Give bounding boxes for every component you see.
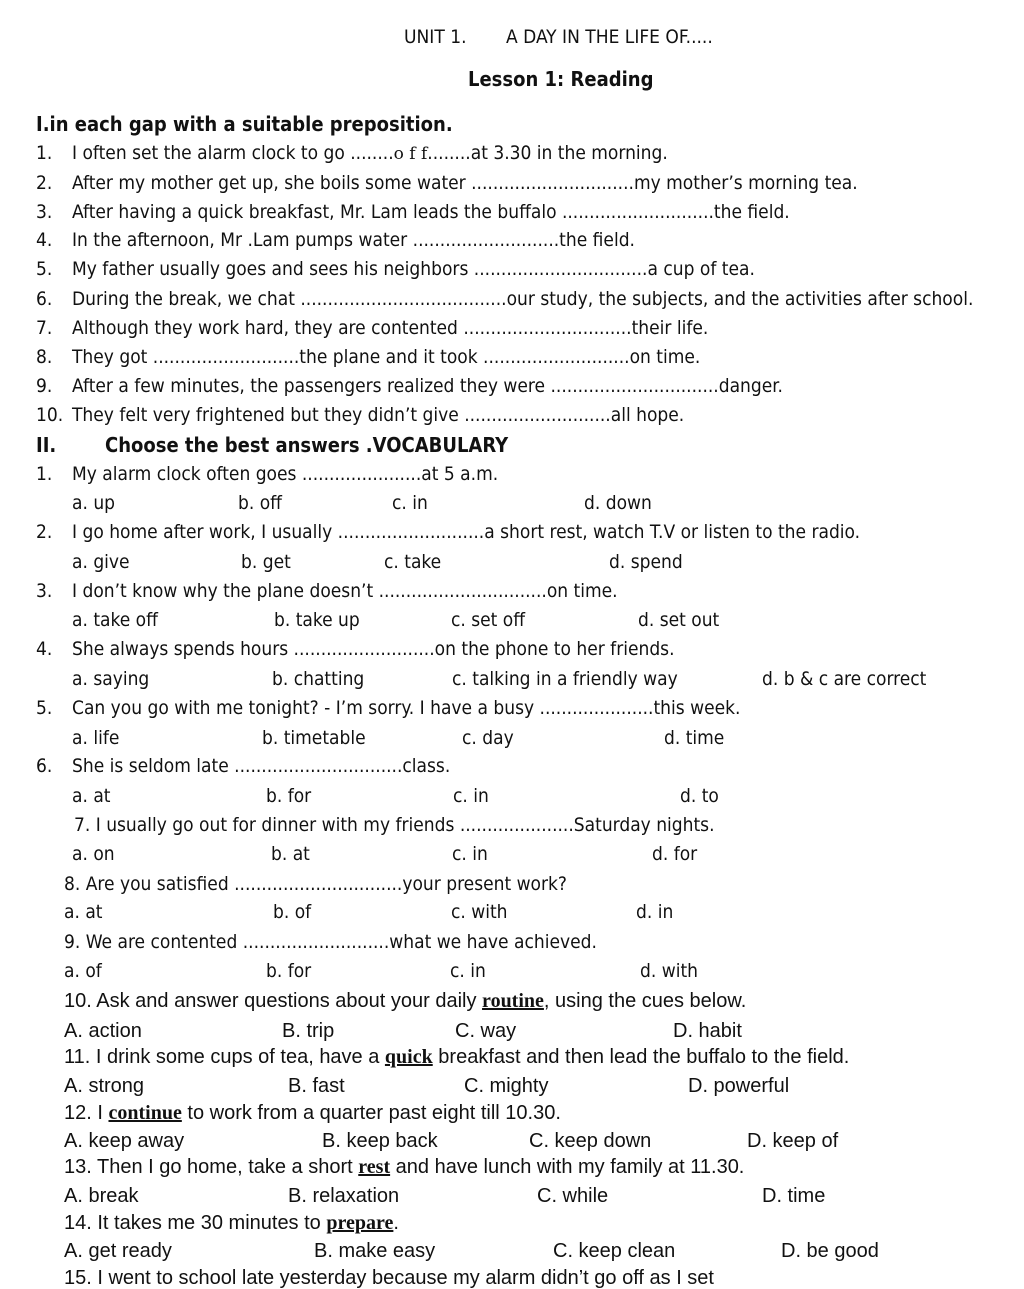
s2-q5-text: Can you go with me tonight? - I’m sorry. I have a busy .....................this week. <box>72 697 741 719</box>
s2-q2-option-d: d. spend <box>609 551 683 573</box>
s2-q10-text <box>64 991 746 1011</box>
s2-q2-option-c: c. take <box>384 551 442 573</box>
s1-q4-number: 4. <box>36 229 53 251</box>
s2-q5-option-a: a. life <box>72 727 120 749</box>
s2-q11-text-pre: 11. I drink some cups of tea, have a <box>64 1046 385 1068</box>
s2-q3-option-d: d. set out <box>638 609 720 631</box>
s2-q1-option-d: d. down <box>584 492 652 514</box>
s2-q11-keyword: quick <box>384 1046 433 1068</box>
s2-q3-number: 3. <box>36 580 53 602</box>
s2-q13-option-c: C. while <box>537 1185 609 1207</box>
s2-q13-option-b: B. relaxation <box>288 1185 400 1207</box>
s2-q4-text: She always spends hours ..........................on the phone to her friends. <box>72 638 675 660</box>
s2-q12-text-pre: 12. I <box>64 1102 109 1124</box>
s2-q13-option-d: D. time <box>762 1185 826 1207</box>
s1-q7-text: Although they work hard, they are contented ...............................their life. <box>72 317 709 339</box>
s2-q14-option-b: B. make easy <box>314 1240 436 1262</box>
s2-q10-text-post: , using the cues below. <box>543 990 747 1012</box>
s2-q11-text <box>64 1047 849 1067</box>
section-2-number: II. <box>36 433 57 457</box>
s1-q9-number: 9. <box>36 375 53 397</box>
s2-q6-option-c: c. in <box>453 785 489 807</box>
s2-q15-text: 15. I went to school late yesterday because my alarm didn’t go off as I set <box>64 1267 714 1289</box>
s2-q5-option-c: c. day <box>462 727 514 749</box>
s2-q4-number: 4. <box>36 638 53 660</box>
s2-q10-option-b: B. trip <box>282 1020 335 1042</box>
s2-q6-option-b: b. for <box>266 785 312 807</box>
s2-q12-option-b: B. keep back <box>322 1130 438 1152</box>
s2-q9-option-d: d. with <box>640 960 698 982</box>
s2-q13-keyword: rest <box>358 1156 391 1178</box>
s2-q3-option-b: b. take up <box>274 609 360 631</box>
s2-q5-number: 5. <box>36 697 53 719</box>
s2-q12-text <box>64 1103 561 1123</box>
s2-q3-option-c: c. set off <box>451 609 526 631</box>
s1-q3-text: After having a quick breakfast, Mr. Lam leads the buffalo ............................the field. <box>72 201 790 223</box>
s2-q12-option-c: C. keep down <box>529 1130 652 1152</box>
s2-q12-keyword: continue <box>108 1102 182 1124</box>
s2-q14-text <box>64 1213 399 1233</box>
s2-q8-option-d: d. in <box>636 901 674 923</box>
s2-q2-text: I go home after work, I usually ...........................a short rest, watch T.V or listen to the radio. <box>72 521 861 543</box>
section-2-title: Choose the best answers .VOCABULARY <box>105 433 509 457</box>
s2-q14-option-d: D. be good <box>781 1240 879 1262</box>
s2-q1-option-a: a. up <box>72 492 116 514</box>
s2-q12-text-post: to work from a quarter past eight till 10.30. <box>181 1102 561 1124</box>
s2-q11-option-d: D. powerful <box>688 1075 790 1097</box>
s2-q14-option-c: C. keep clean <box>553 1240 676 1262</box>
s2-q6-option-a: a. at <box>72 785 111 807</box>
lesson-title: Lesson 1: Reading <box>468 67 654 91</box>
s2-q2-option-a: a. give <box>72 551 130 573</box>
s1-q1-text-a: I often set the alarm clock to go ........ <box>72 142 394 164</box>
s2-q8-option-a: a. at <box>64 901 103 923</box>
s2-q7-option-a: a. on <box>72 843 115 865</box>
s2-q13-text-post: and have lunch with my family at 11.30. <box>390 1156 745 1178</box>
s2-q1-text: My alarm clock often goes ......................at 5 a.m. <box>72 463 499 485</box>
s2-q14-option-a: A. get ready <box>64 1240 172 1262</box>
s1-q6-text: During the break, we chat ......................................our study, the subjects, and the activities after school. <box>72 288 974 310</box>
s2-q8-text: 8. Are you satisfied ...............................your present work? <box>64 873 568 895</box>
s2-q13-option-a: A. break <box>64 1185 139 1207</box>
s2-q10-text-pre: 10. Ask and answer questions about your daily <box>64 990 483 1012</box>
s2-q6-option-d: d. to <box>680 785 719 807</box>
s1-q5-number: 5. <box>36 258 53 280</box>
s2-q6-text: She is seldom late ...............................class. <box>72 755 451 777</box>
section-1-title: I.in each gap with a suitable preposition. <box>36 112 453 136</box>
s2-q13-text-pre: 13. Then I go home, take a short <box>64 1156 359 1178</box>
s2-q1-option-c: c. in <box>392 492 428 514</box>
s2-q14-text-post: . <box>393 1212 399 1234</box>
s2-q1-option-b: b. off <box>238 492 282 514</box>
s1-q10-number: 10. <box>36 404 64 426</box>
s2-q11-text-post: breakfast and then lead the buffalo to the field. <box>432 1046 850 1068</box>
s1-q1-line <box>72 144 668 163</box>
s1-q8-text: They got ...........................the plane and it took ...........................on time. <box>72 346 701 368</box>
s1-q8-number: 8. <box>36 346 53 368</box>
s1-q4-text: In the afternoon, Mr .Lam pumps water ...........................the field. <box>72 229 635 251</box>
s1-q2-text: After my mother get up, she boils some water ..............................my mother’s morning tea. <box>72 172 858 194</box>
s1-q10-text: They felt very frightened but they didn’t give ...........................all hope. <box>72 404 685 426</box>
s2-q13-text <box>64 1157 744 1177</box>
s2-q11-option-b: B. fast <box>288 1075 345 1097</box>
s2-q4-option-c: c. talking in a friendly way <box>452 668 678 690</box>
s2-q4-option-b: b. chatting <box>272 668 365 690</box>
s2-q10-option-c: C. way <box>455 1020 517 1042</box>
s2-q9-option-a: a. of <box>64 960 102 982</box>
s2-q3-text: I don’t know why the plane doesn’t ...............................on time. <box>72 580 618 602</box>
s2-q3-option-a: a. take off <box>72 609 158 631</box>
s1-q6-number: 6. <box>36 288 53 310</box>
s2-q12-option-d: D. keep of <box>747 1130 839 1152</box>
s2-q14-text-pre: 14. It takes me 30 minutes to <box>64 1212 327 1234</box>
unit-title: A DAY IN THE LIFE OF..... <box>506 26 713 48</box>
s1-q1-number: 1. <box>36 142 53 164</box>
s2-q2-option-b: b. get <box>241 551 291 573</box>
s2-q5-option-b: b. timetable <box>262 727 366 749</box>
s2-q11-option-c: C. mighty <box>464 1075 549 1097</box>
s2-q9-text: 9. We are contented ...........................what we have achieved. <box>64 931 597 953</box>
s2-q10-keyword: routine <box>482 990 544 1012</box>
unit-label: UNIT 1. <box>404 26 467 48</box>
s2-q8-option-c: c. with <box>451 901 508 923</box>
s1-q7-number: 7. <box>36 317 53 339</box>
s2-q10-option-a: A. action <box>64 1020 142 1042</box>
s2-q4-option-d: d. b & c are correct <box>762 668 927 690</box>
s2-q7-option-c: c. in <box>452 843 488 865</box>
s2-q10-option-d: D. habit <box>673 1020 742 1042</box>
s2-q5-option-d: d. time <box>664 727 725 749</box>
s2-q4-option-a: a. saying <box>72 668 150 690</box>
s2-q7-option-d: d. for <box>652 843 698 865</box>
s1-q5-text: My father usually goes and sees his neighbors ................................a cup of tea. <box>72 258 755 280</box>
s2-q7-text: 7. I usually go out for dinner with my friends .....................Saturday nights. <box>74 814 715 836</box>
s2-q9-option-b: b. for <box>266 960 312 982</box>
s2-q14-keyword: prepare <box>326 1212 394 1234</box>
s2-q8-option-b: b. of <box>273 901 312 923</box>
s2-q9-option-c: c. in <box>450 960 486 982</box>
s1-q1-handwritten-answer: o f f <box>393 144 428 164</box>
s1-q3-number: 3. <box>36 201 53 223</box>
s2-q1-number: 1. <box>36 463 53 485</box>
s1-q9-text: After a few minutes, the passengers realized they were ...............................danger. <box>72 375 783 397</box>
s1-q1-text-b: ........at 3.30 in the morning. <box>427 142 668 164</box>
s2-q11-option-a: A. strong <box>64 1075 145 1097</box>
s2-q12-option-a: A. keep away <box>64 1130 185 1152</box>
s2-q6-number: 6. <box>36 755 53 777</box>
s2-q7-option-b: b. at <box>271 843 310 865</box>
s1-q2-number: 2. <box>36 172 53 194</box>
s2-q2-number: 2. <box>36 521 53 543</box>
